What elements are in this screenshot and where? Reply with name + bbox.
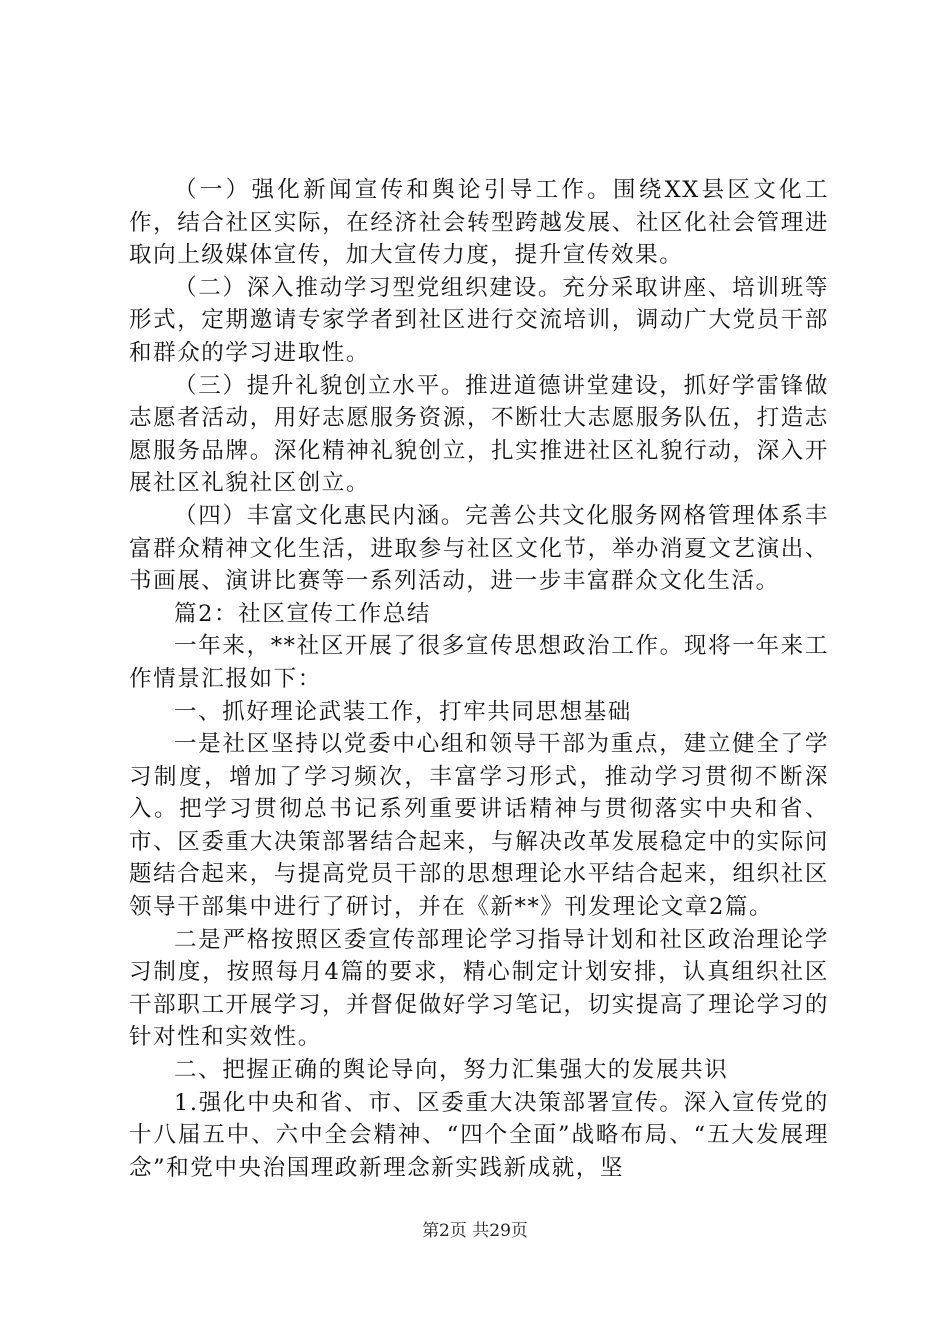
paragraph-4: （四）丰富文化惠民内涵。完善公共文化服务网格管理体系丰富群众精神文化生活，进取参与社区文化节，举办消夏文艺演出、书画展、演讲比赛等一系列活动，进一步丰富群众文化生活。 — [129, 502, 829, 595]
paragraph-2: （二）深入推动学习型党组织建设。充分采取讲座、培训班等形式，定期邀请专家学者到社区进行交流培训，调动广大党员干部和群众的学习进取性。 — [129, 274, 829, 366]
section-title: 篇2：社区宣传工作总结 — [174, 600, 431, 627]
paragraph-7: 二是严格按照区委宣传部理论学习指导计划和社区政治理论学习制度，按照每月4篇的要求，精心制定计划安排，认真组织社区干部职工开展学习，并督促做好学习笔记，切实提高了理论学习的针对性和实效性。 — [129, 926, 829, 1051]
paragraph-3: （三）提升礼貌创立水平。推进道德讲堂建设，抓好学雷锋做志愿者活动，用好志愿服务资源，不断壮大志愿服务队伍，打造志愿服务品牌。深化精神礼貌创立，扎实推进社区礼貌行动，深入开展社区礼貌社区创立。 — [129, 372, 829, 497]
page-footer: 第2页 共29页 — [422, 1221, 528, 1241]
paragraph-5: 一年来，**社区开展了很多宣传思想政治工作。现将一年来工作情景汇报如下： — [129, 633, 829, 692]
paragraph-1: （一）强化新闻宣传和舆论引导工作。围绕XX县区文化工作，结合社区实际，在经济社会转型跨越发展、社区化社会管理进取向上级媒体宣传，加大宣传力度，提升宣传效果。 — [129, 177, 829, 269]
paragraph-8: 1.强化中央和省、市、区委重大决策部署宣传。深入宣传党的十八届五中、六中全会精神、“四个全面”战略布局、“五大发展理念”和党中央治国理政新理念新实践新成就，坚 — [129, 1089, 829, 1181]
heading-2: 二、把握正确的舆论导向，努力汇集强大的发展共识 — [174, 1057, 729, 1084]
heading-1: 一、抓好理论武装工作，打牢共同思想基础 — [174, 698, 632, 725]
document-body — [129, 174, 829, 1184]
paragraph-6: 一是社区坚持以党委中心组和领导干部为重点，建立健全了学习制度，增加了学习频次，丰富学习形式，推动学习贯彻不断深入。把学习贯彻总书记系列重要讲话精神与贯彻落实中央和省、市、区委重大决策部署结合起来，与解决改革发展稳定中的实际问题结合起来，与提高党员干部的思想理论水平结合起来，组织社区领导干部集中进行了研讨，并在《新**》刊发理论文章2篇。 — [129, 731, 829, 921]
